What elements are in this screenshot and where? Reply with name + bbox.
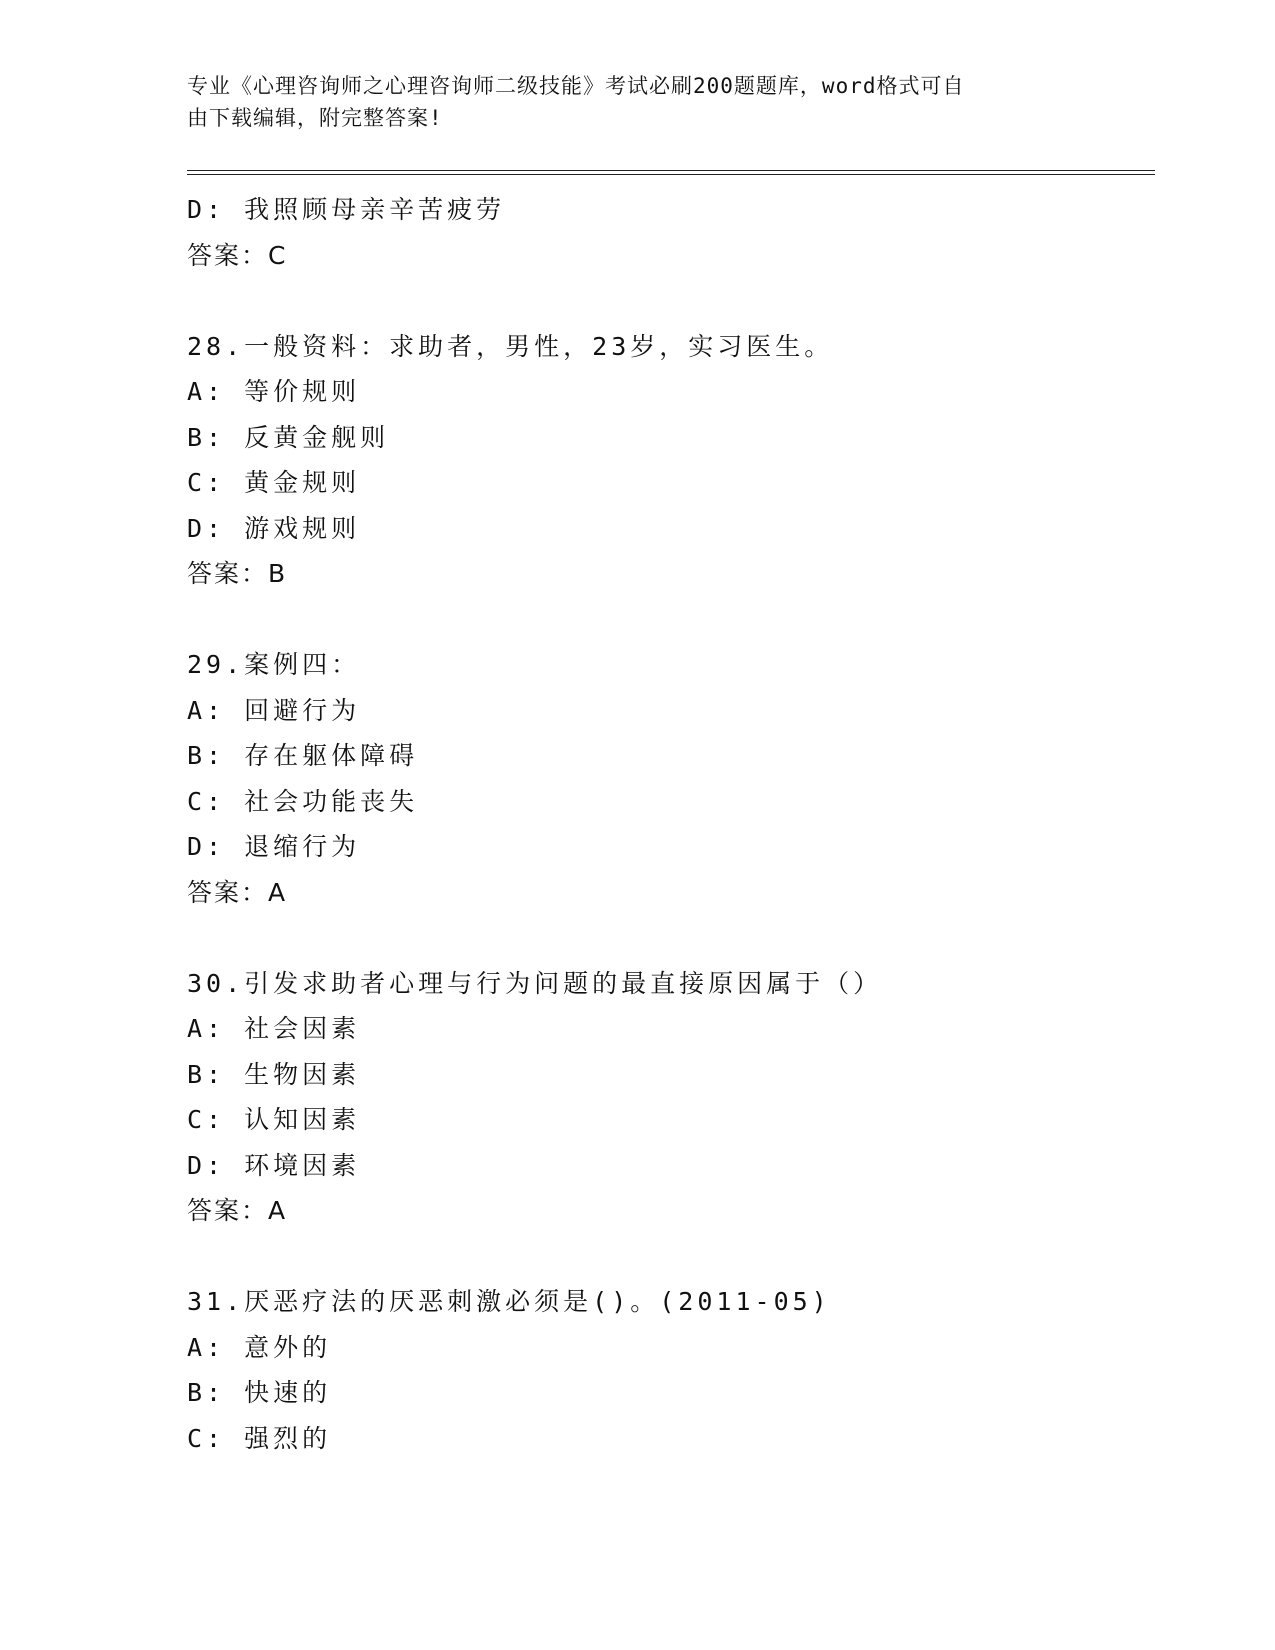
question-block-31 bbox=[187, 1279, 1155, 1461]
option-d: D: 游戏规则 bbox=[187, 513, 361, 543]
question-text: 29.案例四： bbox=[187, 650, 361, 679]
option-c: C: 黄金规则 bbox=[187, 468, 361, 497]
question-text: 31.厌恶疗法的厌恶刺激必须是()。(2011-05) bbox=[187, 1287, 831, 1316]
option-a: A: 意外的 bbox=[187, 1332, 332, 1362]
option-d: D: 退缩行为 bbox=[187, 832, 361, 861]
question-text: 28.一般资料：求助者，男性，23岁，实习医生。 bbox=[187, 331, 834, 361]
option-a: A: 社会因素 bbox=[187, 1014, 361, 1043]
option-a: A: 回避行为 bbox=[187, 695, 361, 725]
spacer bbox=[187, 278, 1155, 324]
header-title-line-2: 由下载编辑，附完整答案! bbox=[187, 106, 443, 130]
question-block-30 bbox=[187, 961, 1155, 1234]
question-block-29 bbox=[187, 642, 1155, 915]
question-text: 30.引发求助者心理与行为问题的最直接原因属于（） bbox=[187, 968, 883, 998]
option-c: C: 认知因素 bbox=[187, 1105, 361, 1134]
option-b: B: 反黄金舰则 bbox=[187, 422, 390, 452]
answer-text: 答案：A bbox=[187, 1196, 288, 1225]
document-header bbox=[187, 70, 1087, 134]
question-block-28 bbox=[187, 324, 1155, 597]
option-a: A: 等价规则 bbox=[187, 377, 361, 406]
option-b: B: 生物因素 bbox=[187, 1059, 361, 1089]
answer-text: 答案：B bbox=[187, 559, 288, 588]
spacer bbox=[187, 597, 1155, 643]
option-c: C: 社会功能丧失 bbox=[187, 786, 419, 816]
carryover-answer: 答案：C bbox=[187, 240, 288, 270]
option-b: B: 快速的 bbox=[187, 1378, 332, 1407]
option-b: B: 存在躯体障碍 bbox=[187, 741, 419, 770]
header-divider bbox=[187, 170, 1155, 175]
spacer bbox=[187, 915, 1155, 961]
document-page bbox=[187, 70, 1155, 1461]
header-title-line-1: 专业《心理咨询师之心理咨询师二级技能》考试必刷200题题库，word格式可自 bbox=[187, 74, 965, 98]
carryover-option-d: D: 我照顾母亲辛苦疲劳 bbox=[187, 195, 506, 224]
question-list bbox=[187, 187, 1155, 1461]
answer-text: 答案：A bbox=[187, 877, 288, 907]
spacer bbox=[187, 1234, 1155, 1280]
option-d: D: 环境因素 bbox=[187, 1150, 361, 1180]
option-c: C: 强烈的 bbox=[187, 1423, 332, 1453]
